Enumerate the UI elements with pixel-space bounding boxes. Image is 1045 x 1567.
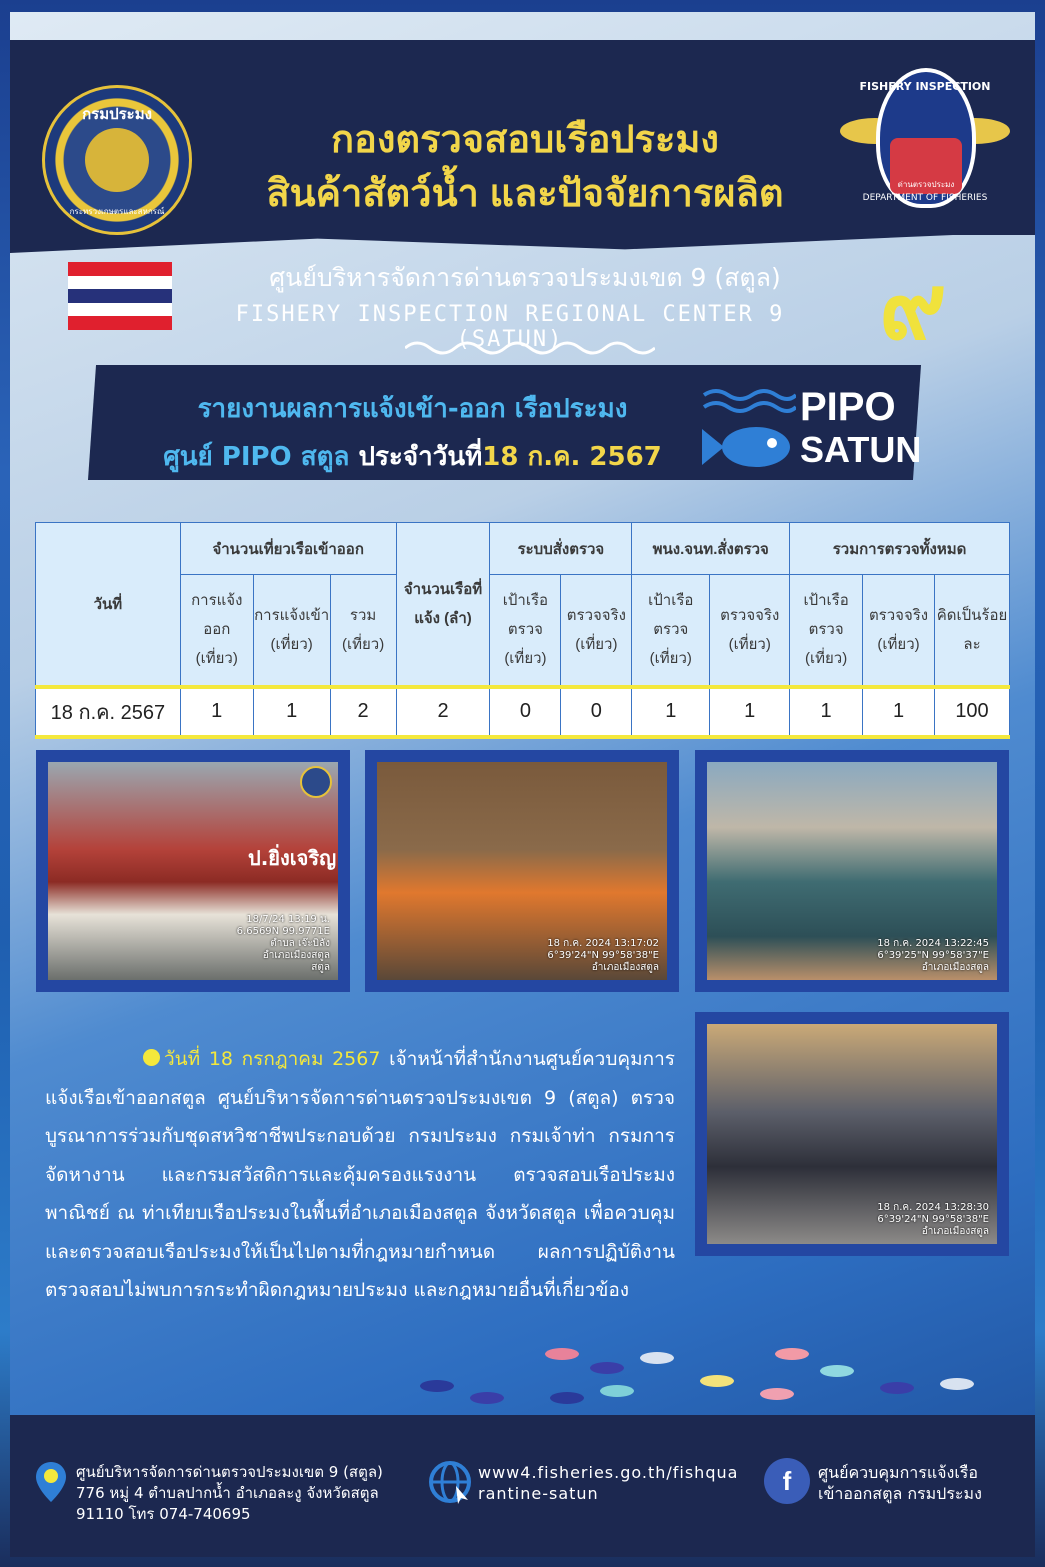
pipo-fish-icon: [700, 385, 796, 473]
sub-header-tot-target: เป้าเรือตรวจ (เที่ยว): [790, 575, 863, 687]
table-row: [36, 687, 1010, 737]
photo-officers-team: [695, 1012, 1009, 1256]
sub-header-sys-actual: ตรวจจริง (เที่ยว): [561, 575, 632, 687]
sub-header-sys-target: เป้าเรือตรวจ (เที่ยว): [490, 575, 561, 687]
fish-icon: [700, 1375, 734, 1387]
stamp-line: 6°39'24"N 99°58'38"E: [547, 950, 659, 961]
sub-header-out: การแจ้งออก (เที่ยว): [180, 575, 253, 687]
header-title-line1: กองตรวจสอบเรือประมง: [331, 119, 719, 161]
seal-top-text: กรมประมง: [82, 105, 152, 123]
header-title-line2: สินค้าสัตว์น้ำ และปัจจัยการผลิต: [266, 173, 784, 215]
center-name-thai: ศูนย์บริหารจัดการด่านตรวจประมงเขต 9 (สตูล): [269, 263, 781, 292]
seal-watermark-icon: [300, 766, 332, 798]
cell-date: 18 ก.ค. 2567: [36, 687, 181, 737]
col-date-header: วันที่: [36, 523, 181, 687]
satun-word: SATUN: [800, 429, 922, 470]
stamp-line: 18/7/24 13:19 น.: [246, 914, 330, 925]
stamp-line: อำเภอเมืองสตูล: [591, 962, 659, 973]
report-center-name: ศูนย์ PIPO สตูล: [163, 442, 359, 472]
story-paragraph: [45, 1040, 675, 1310]
fish-icon: [600, 1385, 634, 1397]
sub-header-in: การแจ้งเข้า (เที่ยว): [253, 575, 330, 687]
stamp-line: อำเภอเมืองสตูล: [262, 950, 330, 961]
badge-center-label: ด่านตรวจประมง: [890, 138, 962, 194]
address-line: 91110 โทร 074-740695: [76, 1505, 251, 1523]
address-line: 776 หมู่ 4 ตำบลปากน้ำ อำเภอละงู จังหวัดสตูล: [76, 1484, 379, 1502]
cell-off-target: 1: [632, 687, 710, 737]
facebook-icon[interactable]: f: [764, 1458, 810, 1504]
fish-icon: [640, 1352, 674, 1364]
badge-top-text: FISHERY INSPECTION: [859, 80, 991, 93]
col-system-header: ระบบสั่งตรวจ: [490, 523, 632, 575]
table-header-row-1: [36, 523, 1010, 575]
stamp-line: 6.6569N 99.9771E: [236, 926, 330, 937]
col-total-header: รวมการตรวจทั้งหมด: [790, 523, 1010, 575]
thai-flag-icon: [68, 262, 172, 330]
col-vessels-header: จำนวนเรือที่แจ้ง (ลำ): [396, 523, 490, 687]
stamp-line: สตูล: [311, 962, 330, 973]
sub-header-percent: คิดเป็นร้อยละ: [935, 575, 1010, 687]
stamp-line: ตำบล เจ๊ะบิลัง: [270, 938, 330, 949]
website-line: rantine-satun: [478, 1484, 599, 1503]
fish-icon: [545, 1348, 579, 1360]
table-header-row-2: [36, 575, 1010, 687]
address-line: ศูนย์บริหารจัดการด่านตรวจประมงเขต 9 (สตูล): [76, 1463, 383, 1481]
pipo-word: PIPO: [800, 385, 896, 429]
cell-sum: 2: [330, 687, 396, 737]
stamp-line: 6°39'24"N 99°58'38"E: [877, 1214, 989, 1225]
fish-icon: [775, 1348, 809, 1360]
facebook-line: เข้าออกสตูล กรมประมง: [818, 1484, 982, 1503]
cell-tot-actual: 1: [863, 687, 935, 737]
photo-stamp: [547, 938, 659, 974]
story-body: เจ้าหน้าที่สำนักงานศูนย์ควบคุมการแจ้งเรือเข้าออกสตูล ศูนย์บริหารจัดการด่านตรวจประมงเขต 9 (สตูล) ตรวจบูรณาการร่วมกับชุดสหวิชาชีพประกอบด้วย กรมประมง กรมเจ้าท่า กรมการจัดหางาน และกรมสวัสดิการและคุ้มครองแรงงาน ตรวจสอบเรือประมงพาณิชย์ ณ ท่าเทียบเรือประมงในพื้นที่อำเภอเมืองสตูล จังหวัดสตูล เพื่อควบคุมและตรวจสอบเรือประมงให้เป็นไปตามที่กฎหมายกำหนด ผลการปฏิบัติงานตรวจสอบไม่พบการกระทำผิดกฎหมายประมง และกฎหมายอื่นที่เกี่ยวข้อง: [45, 1048, 675, 1301]
col-officer-header: พนง.จนท.สั่งตรวจ: [632, 523, 790, 575]
footer-facebook[interactable]: [818, 1462, 1023, 1504]
fishery-inspection-badge-logo: [840, 58, 1010, 223]
pipo-satun-logo: [700, 385, 922, 473]
stamp-line: 18 ก.ค. 2024 13:17:02: [547, 938, 659, 949]
stamp-line: 6°39'25"N 99°58'37"E: [877, 950, 989, 961]
boat-hull-name: ป.ยิ่งเจริญ: [248, 846, 337, 870]
region-numeral: ๙: [879, 253, 947, 360]
report-daily-label: ประจำวันที่: [358, 442, 483, 472]
seal-emblem-icon: [85, 128, 149, 192]
photo-stamp: [877, 938, 989, 974]
cell-off-actual: 1: [710, 687, 790, 737]
badge-bottom-text: DEPARTMENT OF FISHERIES: [862, 193, 988, 203]
fish-icon: [820, 1365, 854, 1377]
stamp-line: อำเภอเมืองสตูล: [921, 962, 989, 973]
fish-icon: [420, 1380, 454, 1392]
cell-in: 1: [253, 687, 330, 737]
fish-icon: [940, 1378, 974, 1390]
facebook-line: ศูนย์ควบคุมการแจ้งเรือ: [818, 1463, 978, 1482]
sub-header-off-actual: ตรวจจริง (เที่ยว): [710, 575, 790, 687]
footer-address: [76, 1462, 426, 1525]
fish-icon: [880, 1382, 914, 1394]
globe-icon: [428, 1460, 472, 1504]
photo-crew-members: [365, 750, 679, 992]
cell-out: 1: [180, 687, 253, 737]
cell-percent: 100: [935, 687, 1010, 737]
cell-tot-target: 1: [790, 687, 863, 737]
sub-header-sum: รวม (เที่ยว): [330, 575, 396, 687]
report-title-line2: [140, 436, 685, 477]
center-name-english: FISHERY INSPECTION REGIONAL CENTER 9 (SATUN): [235, 302, 785, 352]
stamp-line: 18 ก.ค. 2024 13:22:45: [877, 938, 989, 949]
seal-bottom-text: กระทรวงเกษตรและสหกรณ์: [69, 207, 165, 216]
cell-vessels: 2: [396, 687, 490, 737]
story-lead: วันที่: [164, 1048, 209, 1070]
photo-stamp: [237, 914, 330, 974]
footer-website[interactable]: [478, 1462, 758, 1504]
net-photo-image: [707, 762, 997, 980]
wave-divider-icon: [405, 338, 655, 358]
stamp-line: 18 ก.ค. 2024 13:28:30: [877, 1202, 989, 1213]
department-seal-logo: [42, 85, 192, 235]
cell-sys-actual: 0: [561, 687, 632, 737]
crew-photo-image: [377, 762, 667, 980]
photo-net-inspection: [695, 750, 1009, 992]
cell-sys-target: 0: [490, 687, 561, 737]
bullet-dot-icon: [143, 1049, 160, 1066]
sub-header-tot-actual: ตรวจจริง (เที่ยว): [863, 575, 935, 687]
website-line: www4.fisheries.go.th/fishqua: [478, 1463, 739, 1482]
story-date: 18 กรกฎาคม 2567: [208, 1048, 381, 1070]
photo-stamp: [877, 1202, 989, 1238]
fish-icon: [760, 1388, 794, 1400]
location-pin-icon: [36, 1462, 66, 1502]
photo-fishing-boat: [36, 750, 350, 992]
report-title-line1: รายงานผลการแจ้งเข้า-ออก เรือประมง: [197, 394, 628, 424]
report-date: 18 ก.ค. 2567: [482, 442, 662, 472]
fish-icon: [470, 1392, 504, 1404]
fish-icon: [550, 1392, 584, 1404]
fish-icon: [590, 1362, 624, 1374]
sub-header-off-target: เป้าเรือตรวจ (เที่ยว): [632, 575, 710, 687]
inspection-summary-table: [35, 522, 1010, 739]
boat-photo-image: [48, 762, 338, 980]
col-trips-header: จำนวนเที่ยวเรือเข้าออก: [180, 523, 396, 575]
officers-photo-image: [707, 1024, 997, 1244]
stamp-line: อำเภอเมืองสตูล: [921, 1226, 989, 1237]
